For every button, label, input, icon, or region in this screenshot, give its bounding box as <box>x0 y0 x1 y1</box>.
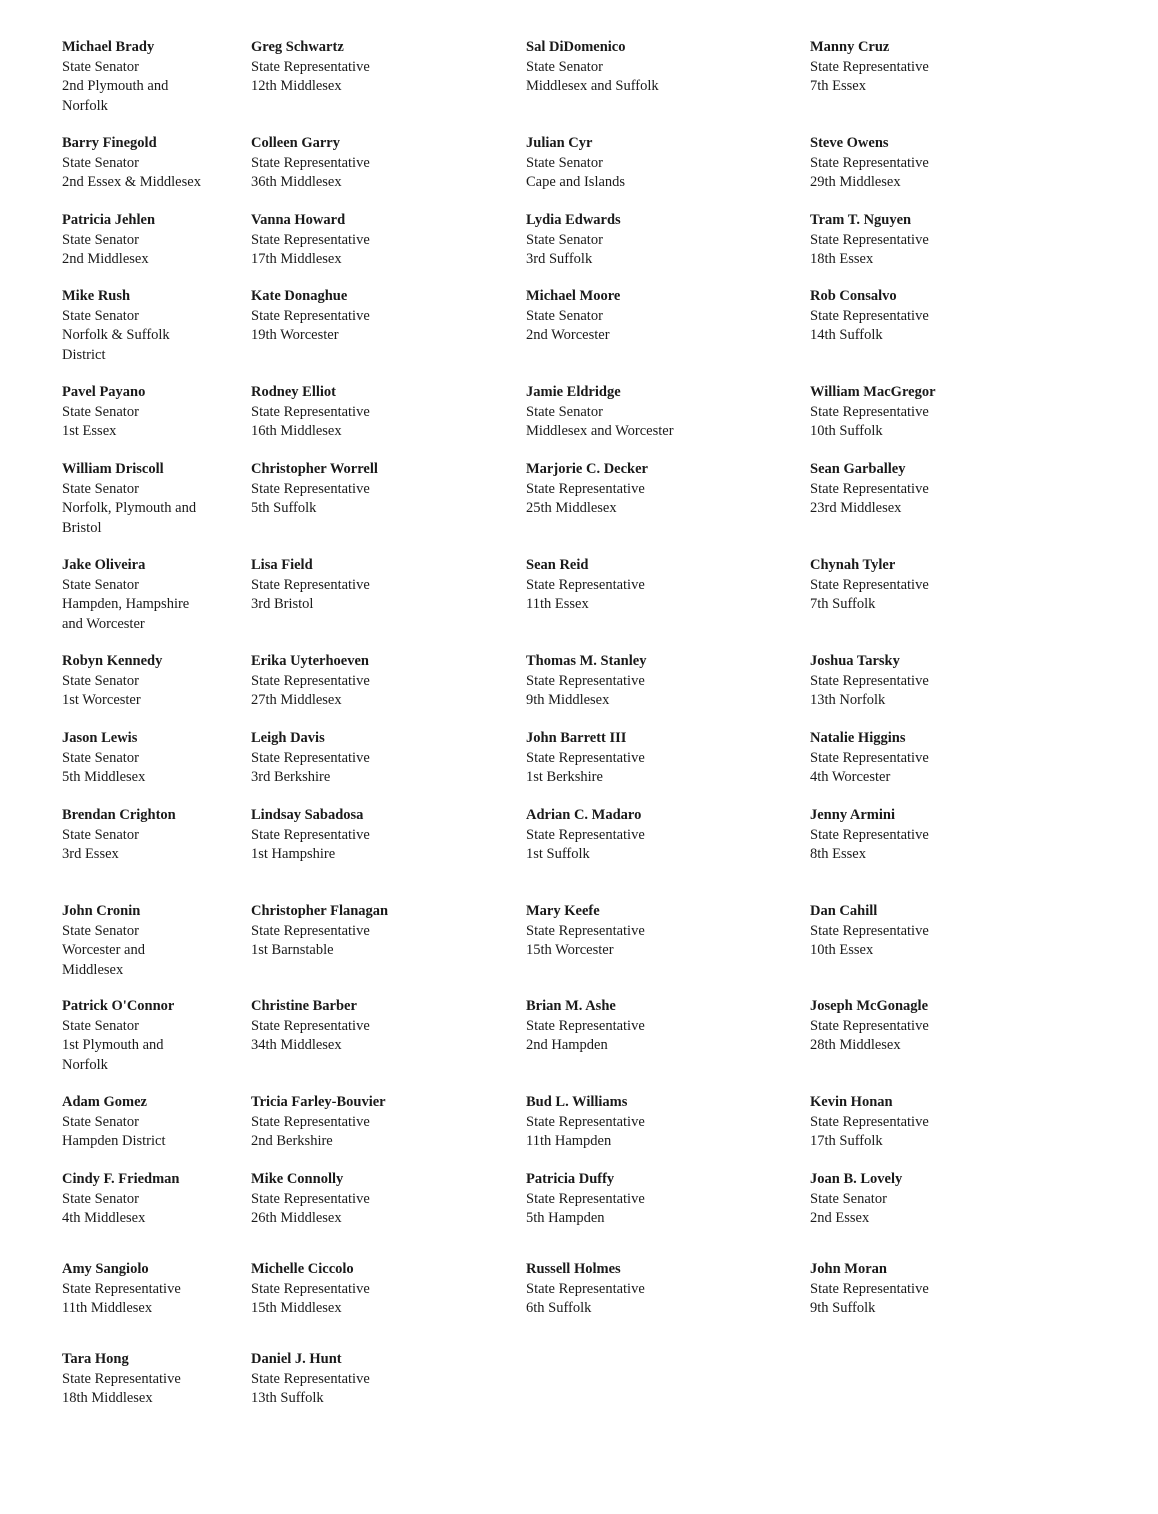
signatory-title: State Senator <box>526 58 603 75</box>
signatory-title: State Representative <box>251 826 370 843</box>
signatory-name: Natalie Higgins <box>810 730 906 746</box>
signatory-entry <box>810 1093 929 1152</box>
signatory-title: State Senator <box>62 1113 139 1130</box>
signatory-title: State Representative <box>526 1017 645 1034</box>
signatory-district: 11th Essex <box>526 596 589 612</box>
signatory-name: Mary Keefe <box>526 903 600 919</box>
signatory-name: Erika Uyterhoeven <box>251 653 369 669</box>
signatory-name: Amy Sangiolo <box>62 1261 149 1277</box>
signatory-entry <box>251 902 388 961</box>
signatory-name: Cindy F. Friedman <box>62 1171 180 1187</box>
signatory-title: State Representative <box>526 672 645 689</box>
signatory-name: Christopher Flanagan <box>251 903 389 919</box>
signatory-entry <box>526 556 645 615</box>
signatory-title: State Representative <box>810 672 929 689</box>
signatory-district: Bristol <box>62 519 102 536</box>
signatory-title: State Representative <box>810 307 929 324</box>
signatory-entry <box>62 902 145 980</box>
signatory-entry <box>62 1170 180 1229</box>
signatory-district: 26th Middlesex <box>251 1210 342 1226</box>
signatory-district: 5th Middlesex <box>62 769 146 785</box>
signatory-name: Lydia Edwards <box>526 212 621 228</box>
signatory-name: William MacGregor <box>810 384 936 400</box>
signatory-entry <box>251 1350 370 1409</box>
signatory-title: State Senator <box>526 403 603 420</box>
signatory-entry <box>810 383 936 442</box>
signatory-name: Patricia Duffy <box>526 1171 615 1187</box>
signatory-title: State Representative <box>526 922 645 939</box>
signatory-title: State Senator <box>62 480 139 497</box>
signatory-district: 9th Middlesex <box>526 692 610 708</box>
signatory-title: State Representative <box>251 1190 370 1207</box>
signatory-title: State Representative <box>810 1113 929 1130</box>
signatory-entry <box>62 383 145 442</box>
signatory-entry <box>251 38 370 97</box>
signatory-title: State Representative <box>810 749 929 766</box>
signatory-entry <box>810 997 929 1056</box>
signatory-district: 8th Essex <box>810 846 866 862</box>
signatory-entry <box>62 211 155 270</box>
signatory-title: State Representative <box>251 307 370 324</box>
signatory-title: State Senator <box>62 403 139 420</box>
signatory-title: State Representative <box>810 231 929 248</box>
signatory-entry <box>526 1093 645 1152</box>
signatory-title: State Senator <box>62 1017 139 1034</box>
signatory-name: Michael Brady <box>62 39 155 55</box>
signatory-district: Norfolk, Plymouth and <box>62 500 197 516</box>
signatory-district: Middlesex and Worcester <box>526 423 674 439</box>
signatory-district: Middlesex and Suffolk <box>526 78 659 94</box>
signatory-name: Adam Gomez <box>62 1094 147 1110</box>
signatory-entry <box>62 652 162 711</box>
signatory-name: Joseph McGonagle <box>810 998 929 1014</box>
signatory-title: State Representative <box>251 1370 370 1387</box>
signatory-entry <box>810 211 929 270</box>
signatory-district: 2nd Essex <box>810 1210 870 1226</box>
signatory-district: 2nd Plymouth and <box>62 78 169 94</box>
signatory-entry <box>810 134 929 193</box>
signatory-title: State Representative <box>251 1113 370 1130</box>
signatory-district: 12th Middlesex <box>251 78 342 94</box>
signatory-district: 2nd Worcester <box>526 327 610 343</box>
signatory-district: Hampden, Hampshire <box>62 596 190 612</box>
signatory-name: Rodney Elliot <box>251 384 336 400</box>
signatory-name: Pavel Payano <box>62 384 146 400</box>
signatory-entry <box>810 652 929 711</box>
signatory-name: Christine Barber <box>251 998 357 1014</box>
signatory-district: 13th Suffolk <box>251 1390 324 1406</box>
signatory-name: Kate Donaghue <box>251 288 348 304</box>
signatory-entry <box>62 460 196 538</box>
signatory-district: 9th Suffolk <box>810 1300 876 1316</box>
signatory-entry <box>526 729 645 788</box>
signatory-entry <box>810 729 929 788</box>
signatory-district: Norfolk <box>62 1056 108 1073</box>
signatory-district: 5th Hampden <box>526 1210 605 1226</box>
signatory-name: Sean Reid <box>526 557 589 573</box>
signatory-entry <box>251 556 370 615</box>
signatory-title: State Representative <box>810 58 929 75</box>
signatory-entry <box>810 287 929 346</box>
signatory-district: 27th Middlesex <box>251 692 342 708</box>
signatory-district: Middlesex <box>62 961 124 978</box>
signatory-district: Worcester and <box>62 942 145 958</box>
signatory-entry <box>62 1350 181 1409</box>
signatory-entry <box>810 902 929 961</box>
signatory-name: John Moran <box>810 1261 887 1277</box>
signatory-name: Greg Schwartz <box>251 39 344 55</box>
signatory-entry <box>810 38 929 97</box>
signatory-title: State Representative <box>526 826 645 843</box>
signatory-name: Brendan Crighton <box>62 807 176 823</box>
signatory-title: State Representative <box>251 1017 370 1034</box>
signatory-entry <box>62 1093 166 1152</box>
signatory-name: Michelle Ciccolo <box>251 1261 354 1277</box>
signatory-title: State Representative <box>251 1280 370 1297</box>
signatory-district: 1st Suffolk <box>526 846 590 862</box>
signatory-district: 10th Essex <box>810 942 874 958</box>
signatory-district: 3rd Bristol <box>251 596 314 612</box>
signatory-title: State Representative <box>810 576 929 593</box>
signatory-entry <box>526 211 621 270</box>
signatory-name: Julian Cyr <box>526 135 593 151</box>
signatory-district: 1st Hampshire <box>251 846 336 862</box>
signatory-name: Adrian C. Madaro <box>526 807 642 823</box>
signatory-entry <box>251 1170 370 1229</box>
signatory-district: 36th Middlesex <box>251 174 342 190</box>
signatory-entry <box>526 806 645 865</box>
signatory-name: Mike Rush <box>62 288 131 304</box>
signatory-name: Daniel J. Hunt <box>251 1351 342 1367</box>
signatory-title: State Representative <box>251 576 370 593</box>
signatory-district: 11th Hampden <box>526 1133 612 1149</box>
signatory-entry <box>810 806 929 865</box>
signatory-title: State Representative <box>251 403 370 420</box>
signatory-district: and Worcester <box>62 615 145 632</box>
signatory-name: William Driscoll <box>62 461 164 477</box>
signatory-name: Colleen Garry <box>251 135 340 151</box>
signatory-district: 2nd Middlesex <box>62 251 149 267</box>
signatory-district: District <box>62 346 106 363</box>
signatory-district: 23rd Middlesex <box>810 500 902 516</box>
signatory-title: State Representative <box>251 154 370 171</box>
signatory-title: State Representative <box>251 480 370 497</box>
signatory-name: Dan Cahill <box>810 903 878 919</box>
signatory-name: Patrick O'Connor <box>62 998 175 1014</box>
signatory-title: State Representative <box>251 58 370 75</box>
signatory-district: 28th Middlesex <box>810 1037 901 1053</box>
signatory-district: Hampden District <box>62 1133 166 1149</box>
signatory-title: State Senator <box>62 576 139 593</box>
signatory-title: State Representative <box>251 922 370 939</box>
signatory-name: Leigh Davis <box>251 730 325 746</box>
signatory-entry <box>62 997 174 1075</box>
signatory-name: Joshua Tarsky <box>810 653 900 669</box>
signatory-name: Tram T. Nguyen <box>810 212 912 228</box>
signatory-district: 25th Middlesex <box>526 500 617 516</box>
signatory-district: 17th Suffolk <box>810 1133 883 1149</box>
signatory-district: Cape and Islands <box>526 174 626 190</box>
signatory-name: Jamie Eldridge <box>526 384 621 400</box>
signatory-district: 16th Middlesex <box>251 423 342 439</box>
signatory-title: State Senator <box>526 307 603 324</box>
signatory-title: State Representative <box>810 826 929 843</box>
signatory-entry <box>810 556 929 615</box>
signatory-district: 2nd Essex & Middlesex <box>62 174 201 190</box>
signatory-entry <box>62 806 176 865</box>
signatory-entry <box>810 1170 902 1229</box>
signatory-entry <box>251 287 370 346</box>
signatory-name: Joan B. Lovely <box>810 1171 903 1187</box>
signatory-title: State Senator <box>62 231 139 248</box>
signatory-title: State Senator <box>62 154 139 171</box>
signatory-name: Tricia Farley-Bouvier <box>251 1094 386 1110</box>
signatory-name: Patricia Jehlen <box>62 212 156 228</box>
signatory-entry <box>526 997 645 1056</box>
signatory-entry <box>251 997 370 1056</box>
signatory-entry <box>526 1260 645 1319</box>
signatory-district: 7th Essex <box>810 78 866 94</box>
signatory-district: 3rd Berkshire <box>251 769 331 785</box>
signatory-name: Thomas M. Stanley <box>526 653 647 669</box>
signatory-district: Norfolk & Suffolk <box>62 327 170 343</box>
signatory-name: Marjorie C. Decker <box>526 461 648 477</box>
signatory-entry <box>251 134 370 193</box>
signatory-title: State Senator <box>526 231 603 248</box>
signatory-district: 2nd Berkshire <box>251 1133 333 1149</box>
signatory-entry <box>526 287 620 346</box>
signatory-entry <box>251 383 370 442</box>
signatory-name: Michael Moore <box>526 288 621 304</box>
signatory-title: State Senator <box>810 1190 887 1207</box>
signatory-district: 15th Middlesex <box>251 1300 342 1316</box>
signatory-district: 3rd Suffolk <box>526 251 593 267</box>
signatory-district: 3rd Essex <box>62 846 119 862</box>
signatory-title: State Representative <box>526 480 645 497</box>
signatory-title: State Representative <box>810 403 929 420</box>
signatory-name: Jason Lewis <box>62 730 138 746</box>
signatory-name: Russell Holmes <box>526 1261 621 1277</box>
signatory-name: Rob Consalvo <box>810 288 897 304</box>
signatory-title: State Representative <box>526 576 645 593</box>
signatory-name: Lisa Field <box>251 557 313 573</box>
signatory-district: 19th Worcester <box>251 327 339 343</box>
signatory-entry <box>526 460 648 519</box>
signatory-title: State Representative <box>810 1280 929 1297</box>
signatory-district: 14th Suffolk <box>810 327 883 343</box>
signatory-district: 18th Middlesex <box>62 1390 153 1406</box>
signatory-title: State Senator <box>62 672 139 689</box>
signatory-entry <box>62 1260 181 1319</box>
signatory-entry <box>810 1260 929 1319</box>
signatory-name: Manny Cruz <box>810 39 890 55</box>
signatory-name: Vanna Howard <box>251 212 346 228</box>
signatory-title: State Senator <box>62 58 139 75</box>
signatory-district: 5th Suffolk <box>251 500 317 516</box>
signatory-name: Jenny Armini <box>810 807 895 823</box>
signatory-name: Sean Garballey <box>810 461 906 477</box>
signatory-district: 10th Suffolk <box>810 423 883 439</box>
signatory-entry <box>526 134 625 193</box>
signatory-name: Sal DiDomenico <box>526 39 626 55</box>
signatory-district: 1st Berkshire <box>526 769 603 785</box>
signatory-entry <box>251 460 378 519</box>
signatory-title: State Senator <box>62 749 139 766</box>
signatory-title: State Representative <box>526 1280 645 1297</box>
signatory-entry <box>526 38 659 97</box>
signatory-district: 29th Middlesex <box>810 174 901 190</box>
signatory-entry <box>251 1093 386 1152</box>
signatory-title: State Representative <box>810 922 929 939</box>
signatory-entry <box>526 383 674 442</box>
signatory-title: State Representative <box>62 1280 181 1297</box>
signatory-title: State Representative <box>251 749 370 766</box>
signatory-name: Christopher Worrell <box>251 461 378 477</box>
signatory-district: 34th Middlesex <box>251 1037 342 1053</box>
signatory-name: Steve Owens <box>810 135 889 151</box>
signatory-name: Lindsay Sabadosa <box>251 807 364 823</box>
signatory-district: Norfolk <box>62 97 108 114</box>
signatory-name: Bud L. Williams <box>526 1094 628 1110</box>
signatory-name: Tara Hong <box>62 1351 129 1367</box>
signatory-entry <box>526 902 645 961</box>
signatory-name: Chynah Tyler <box>810 557 896 573</box>
signatory-name: Brian M. Ashe <box>526 998 616 1014</box>
signatory-district: 1st Barnstable <box>251 942 334 958</box>
signatory-name: Mike Connolly <box>251 1171 344 1187</box>
signatory-district: 15th Worcester <box>526 942 614 958</box>
signatory-entry <box>62 38 168 116</box>
signatory-name: Robyn Kennedy <box>62 653 163 669</box>
signatory-title: State Representative <box>810 1017 929 1034</box>
signatory-entry <box>62 556 189 634</box>
signatory-name: Jake Oliveira <box>62 557 146 573</box>
signatory-name: Kevin Honan <box>810 1094 893 1110</box>
signatory-entry <box>810 460 929 519</box>
signatory-entry <box>526 652 646 711</box>
signatory-district: 11th Middlesex <box>62 1300 153 1316</box>
signatory-district: 4th Middlesex <box>62 1210 146 1226</box>
signatory-entry <box>62 287 170 365</box>
signatory-name: John Barrett III <box>526 730 627 746</box>
signatory-district: 13th Norfolk <box>810 692 886 708</box>
signatory-title: State Representative <box>526 749 645 766</box>
signatory-title: State Senator <box>62 307 139 324</box>
signatory-title: State Representative <box>810 154 929 171</box>
signatory-district: 17th Middlesex <box>251 251 342 267</box>
signatory-entry <box>526 1170 645 1229</box>
signatory-district: 18th Essex <box>810 251 874 267</box>
signatory-district: 7th Suffolk <box>810 596 876 612</box>
signatory-district: 4th Worcester <box>810 769 891 785</box>
signatory-title: State Representative <box>251 672 370 689</box>
signatory-entry <box>251 806 370 865</box>
signatory-title: State Representative <box>526 1113 645 1130</box>
signatory-district: 1st Plymouth and <box>62 1037 164 1053</box>
signatory-title: State Representative <box>810 480 929 497</box>
signatory-district: 1st Worcester <box>62 692 141 708</box>
signatory-title: State Representative <box>251 231 370 248</box>
signatory-district: 2nd Hampden <box>526 1037 608 1053</box>
signatory-entry <box>251 652 370 711</box>
signatory-title: State Senator <box>62 922 139 939</box>
signatory-title: State Representative <box>526 1190 645 1207</box>
signatory-title: State Senator <box>62 1190 139 1207</box>
signatory-entry <box>251 729 370 788</box>
signatory-title: State Senator <box>62 826 139 843</box>
signatory-entry <box>62 134 201 193</box>
signatory-title: State Representative <box>62 1370 181 1387</box>
signatory-name: Barry Finegold <box>62 135 157 151</box>
signatory-district: 6th Suffolk <box>526 1300 592 1316</box>
signatory-district: 1st Essex <box>62 423 117 439</box>
signatory-title: State Senator <box>526 154 603 171</box>
signatory-entry <box>251 211 370 270</box>
signatory-name: John Cronin <box>62 903 141 919</box>
signatory-entry <box>62 729 145 788</box>
signatory-entry <box>251 1260 370 1319</box>
